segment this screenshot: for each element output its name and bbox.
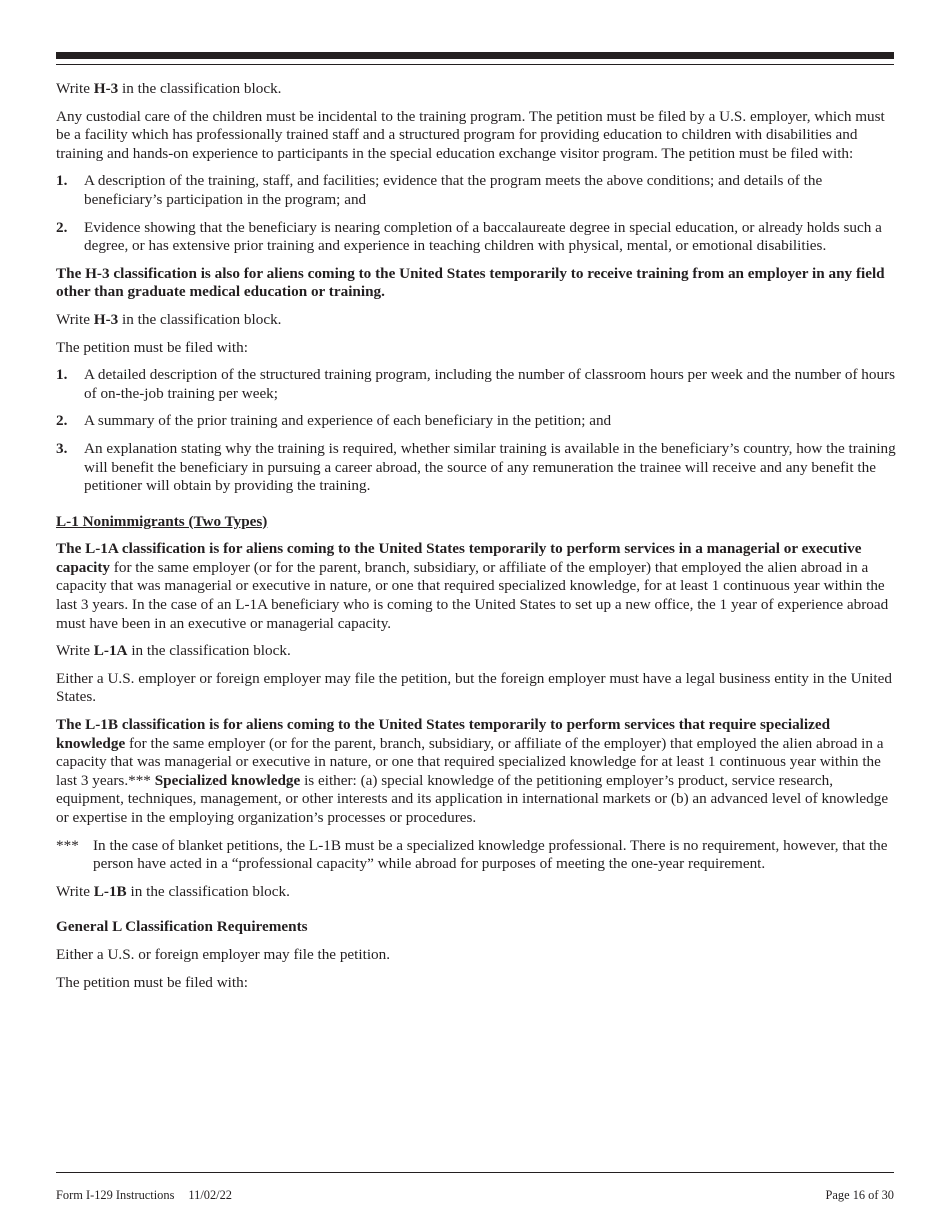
- list-item: 1. A detailed description of the structured training program, including the number of classroom hours per week and the number of hours of on-the-job training per week;: [56, 366, 896, 402]
- page-content: [56, 80, 896, 1001]
- list-item: 1. A description of the training, staff, and facilities; evidence that the program meets the above conditions; and details of the beneficiary’s participation in the program; and: [56, 172, 823, 208]
- petition-filed-with-1: The petition must be filed with:: [56, 338, 248, 356]
- either-employer-paragraph: Either a U.S. or foreign employer may file the petition.: [56, 945, 391, 963]
- petition-filed-with-2: The petition must be filed with:: [56, 973, 248, 991]
- l1a-employer-paragraph: Either a U.S. employer or foreign employer may file the petition, but the foreign employer must have a legal business entity in the United States.: [56, 669, 892, 706]
- l1a-classification-paragraph: The L-1A classification is for aliens coming to the United States temporarily to perform services in a managerial or executive capacity for the same employer (or for the parent, branch, subsidiary, or affiliate of the employer) that employed the alien abroad in a capacity that was managerial or executive in nature, or one that required specialized knowledge, for at least 1 continuous year within the last 3 years. In the case of an L-1A beneficiary who is coming to the United States to set up a new office, the 1 year of experience abroad must have been in an executive or managerial capacity.: [56, 540, 889, 632]
- footer-date: 11/02/22: [188, 1188, 232, 1202]
- l1b-classification-paragraph: The L-1B classification is for aliens coming to the United States temporarily to perform services that require specialized knowledge for the same employer (or for the parent, branch, subsidiary, or affiliate of the employer) that employed the alien abroad in a capacity that was managerial or executive in nature, or one that required specialized knowledge for at least 1 continuous year within the last 3 years.*** Specialized knowledge is either: (a) special knowledge of the petitioning employer’s product, service research, equipment, techniques, management, or other interests and its application in international markets or (b) an advanced level of knowledge or expertise in the employing organization’s processes or procedures.: [56, 716, 889, 826]
- write-h3-instruction-2: Write H-3 in the classification block.: [56, 310, 282, 328]
- l1-section-heading: L-1 Nonimmigrants (Two Types): [56, 512, 268, 530]
- write-l1b-instruction: Write L-1B in the classification block.: [56, 882, 290, 900]
- write-l1a-instruction: Write L-1A in the classification block.: [56, 642, 291, 660]
- header-thick-rule: [56, 52, 894, 59]
- h3-special-ed-requirements-list: [56, 172, 896, 255]
- list-item: 3. An explanation stating why the training is required, whether similar training is available in the beneficiary’s country, how the training will benefit the beneficiary in pursuing a career abroad, the source of any remuneration the trainee will receive and any benefit the petitioner will obtain by providing the training.: [56, 439, 896, 495]
- h3-training-classification-paragraph: The H-3 classification is also for aliens coming to the United States temporarily to receive training from an employer in any field other than graduate medical education or training.: [56, 264, 885, 301]
- custodial-care-paragraph: Any custodial care of the children must be incidental to the training program. The petition must be filed by a U.S. employer, which must be a facility which has professionally trained staff and a structured program for providing education to children with disabilities and training and hands-on experience to participants in the special education exchange visitor program. The petition must be filed with:: [56, 107, 885, 162]
- footer-form-info: [56, 1186, 232, 1205]
- write-h3-instruction-1: Write H-3 in the classification block.: [56, 80, 282, 97]
- general-l-requirements-heading: General L Classification Requirements: [56, 918, 308, 936]
- blanket-petition-note: *** In the case of blanket petitions, the L-1B must be a specialized knowledge professional. There is no requirement, however, that the person have acted in a “professional capacity” while abroad for purposes of meeting the one-year requirement.: [56, 836, 888, 873]
- header-thin-rule: [56, 64, 894, 65]
- list-item: 2. Evidence showing that the beneficiary is nearing completion of a baccalaureate degree in special education, or already holds such a degree, or has extensive prior training and experience in teaching children with physical, mental, or emotional disabilities.: [56, 218, 882, 255]
- list-item: 2. A summary of the prior training and experience of each beneficiary in the petition; and: [56, 412, 612, 430]
- h3-training-requirements-list: [56, 366, 896, 496]
- footer-rule: [56, 1172, 894, 1173]
- footer-page-number: Page 16 of 30: [825, 1188, 894, 1202]
- footer-form-name: Form I-129 Instructions: [56, 1188, 175, 1202]
